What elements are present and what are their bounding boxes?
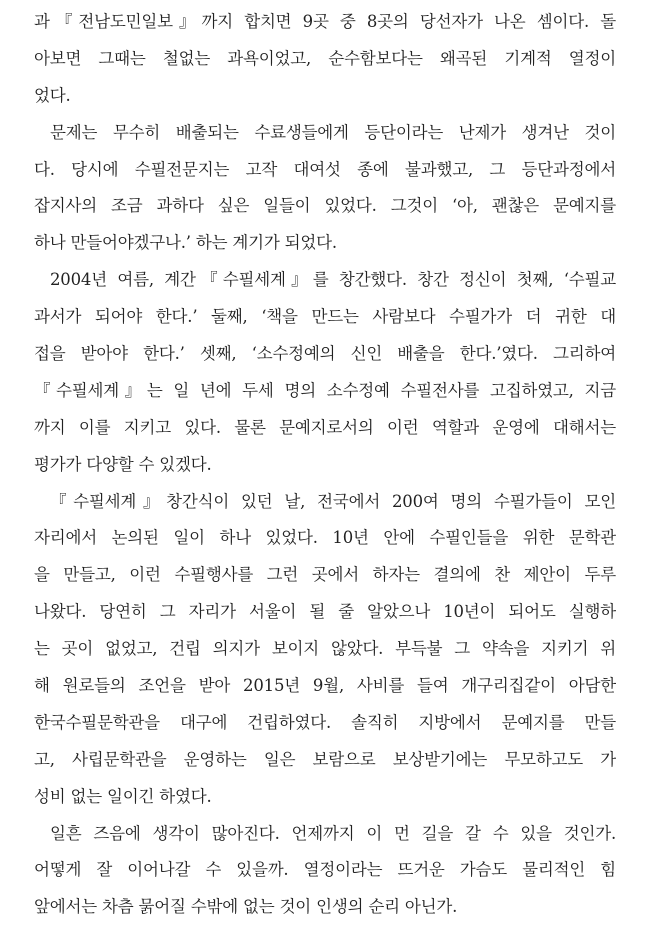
text-line: 앞에서는 차츰 묽어질 수밖에 없는 것이 인생의 순리 아닌가. [34, 897, 458, 917]
text-line: 어떻게 잘 이어나갈 수 있을까. 열정이라는 뜨거운 가슴도 물리적인 힘 [34, 860, 616, 880]
text-line: 아보면 그때는 철없는 과욕이었고, 순수함보다는 왜곡된 기계적 열정이 [34, 48, 616, 68]
text-line: 해 원로들의 조언을 받아 2015년 9월, 사비를 들여 개구리집같이 아담한 [34, 676, 616, 696]
text-line: 『수필세계』는 일 년에 두세 명의 소수정예 수필전사를 고집하였고, 지금 [34, 380, 616, 400]
text-line: 는 곳이 없었고, 건립 의지가 보이지 않았다. 부득불 그 약속을 지키기 위 [34, 639, 616, 659]
text-line: 문제는 무수히 배출되는 수료생들에게 등단이라는 난제가 생겨난 것이 [50, 122, 616, 142]
text-line: 평가가 다양할 수 있겠다. [34, 454, 212, 474]
text-line: 까지 이를 지키고 있다. 물론 문예지로서의 이런 역할과 운영에 대해서는 [34, 417, 616, 437]
text-line: 한국수필문학관을 대구에 건립하였다. 솔직히 지방에서 문예지를 만들 [34, 712, 616, 732]
text-line: 『수필세계』창간식이 있던 날, 전국에서 200여 명의 수필가들이 모인 [50, 491, 616, 511]
document-body [34, 4, 616, 926]
text-line: 하나 만들어야겠구나.’ 하는 계기가 되었다. [34, 233, 337, 253]
paragraph-lines [34, 4, 616, 926]
text-line: 성비 없는 일이긴 하였다. [34, 786, 212, 806]
text-line: 나왔다. 당연히 그 자리가 서울이 될 줄 알았으나 10년이 되어도 실행하 [34, 602, 616, 622]
text-line: 자리에서 논의된 일이 하나 있었다. 10년 안에 수필인들을 위한 문학관 [34, 528, 616, 548]
text-line: 다. 당시에 수필전문지는 고작 대여섯 종에 불과했고, 그 등단과정에서 [34, 159, 616, 179]
text-line: 과서가 되어야 한다.’ 둘째, ‘책을 만드는 사람보다 수필가가 더 귀한 대 [34, 307, 616, 327]
text-line: 2004년 여름, 계간『수필세계』를 창간했다. 창간 정신이 첫째, ‘수필교 [50, 270, 616, 290]
text-line: 잡지사의 조금 과하다 싶은 일들이 있었다. 그것이 ‘아, 괜찮은 문예지를 [34, 196, 616, 216]
text-line: 일흔 즈음에 생각이 많아진다. 언제까지 이 먼 길을 갈 수 있을 것인가. [50, 823, 616, 843]
text-line: 접을 받아야 한다.’ 셋째, ‘소수정예의 신인 배출을 한다.’였다. 그리하여 [34, 344, 616, 364]
text-line: 과『전남도민일보』까지 합치면 9곳 중 8곳의 당선자가 나온 셈이다. 돌 [34, 12, 616, 31]
text-line: 을 만들고, 이런 수필행사를 그런 곳에서 하자는 결의에 찬 제안이 두루 [34, 565, 616, 585]
text-line: 었다. [34, 85, 71, 105]
text-line: 고, 사립문학관을 운영하는 일은 보람으로 보상받기에는 무모하고도 가 [34, 749, 616, 769]
